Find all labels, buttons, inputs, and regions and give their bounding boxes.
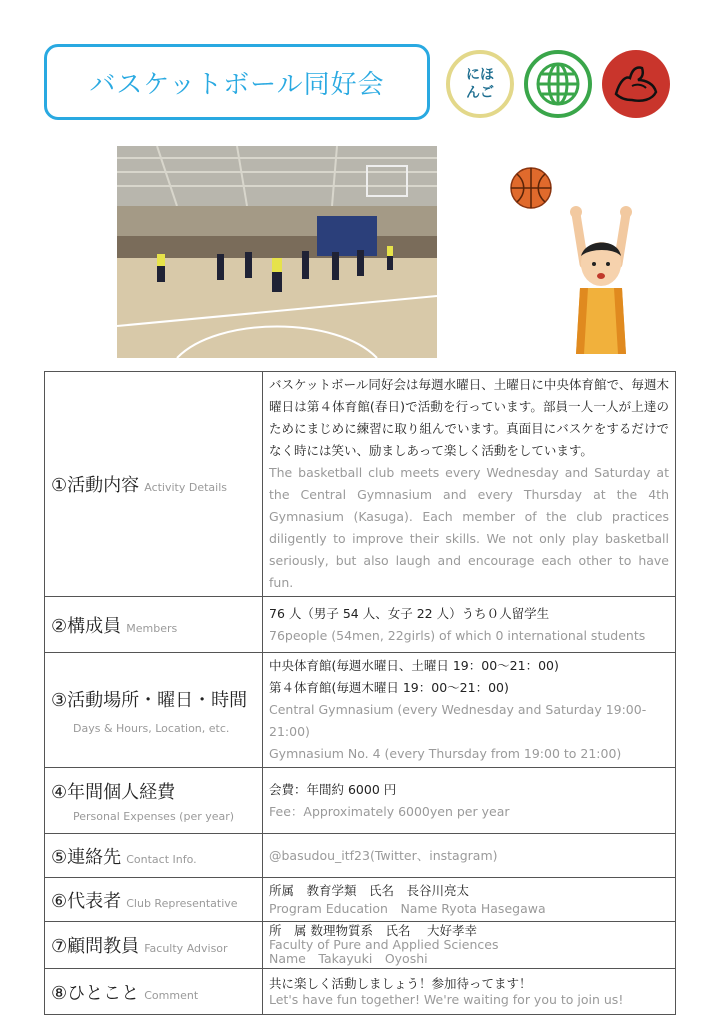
row-label xyxy=(45,597,263,653)
row-value xyxy=(263,768,676,834)
muscle-badge xyxy=(602,50,670,118)
row-value xyxy=(263,878,676,922)
label-en: Contact Info. xyxy=(126,852,197,866)
basketball-icon xyxy=(511,168,551,208)
label-jp: ④年間個人経費 xyxy=(51,782,176,803)
label-en: Club Representative xyxy=(126,896,238,910)
value-en-1: Faculty of Pure and Applied Sciences xyxy=(269,937,499,952)
japanese-badge xyxy=(446,50,514,118)
label-en: Faculty Advisor xyxy=(144,942,228,955)
value-jp: バスケットボール同好会は毎週水曜日、土曜日に中央体育館で、毎週木曜日は第４体育館(春日)で活動を行っています。部員一人一人が上達のためにまじめに練習に取り組んでいます。真面目にバスケをするだけでなく時には笑い、励ましあって楽しく活動をしています。 xyxy=(269,377,669,458)
table-row xyxy=(45,597,676,653)
table-row xyxy=(45,969,676,1015)
info-table xyxy=(44,371,676,1015)
label-en: Members xyxy=(126,621,178,635)
gym-photo xyxy=(117,146,437,358)
row-value xyxy=(263,597,676,653)
value-en: Let's have fun together! We're waiting for you to join us! xyxy=(269,991,624,1007)
row-value xyxy=(263,653,676,768)
row-value xyxy=(263,834,676,878)
label-jp: ①活動内容 xyxy=(51,475,140,496)
label-jp: ⑦顧問教員 xyxy=(51,936,140,957)
value-en-2: Name Takayuki Oyoshi xyxy=(269,951,428,966)
label-en: Days & Hours, Location, etc. xyxy=(73,721,230,735)
globe-icon xyxy=(528,54,588,114)
value-jp: 共に楽しく活動しましょう！参加待ってます！ xyxy=(269,975,532,991)
row-label xyxy=(45,372,263,597)
table-row xyxy=(45,878,676,922)
basketball-player-illustration xyxy=(506,164,666,360)
table-row xyxy=(45,834,676,878)
value-jp: 所属 教育学類 氏名 長谷川亮太 xyxy=(269,882,470,898)
value-jp-1: 中央体育館(毎週水曜日、土曜日 19：00～21：00) xyxy=(269,658,559,673)
label-en: Activity Details xyxy=(144,481,228,494)
label-jp: ⑧ひとこと xyxy=(51,982,140,1004)
row-label xyxy=(45,653,263,768)
table-row xyxy=(45,768,676,834)
label-en: Comment xyxy=(144,988,199,1002)
value-jp: 76 人（男子 54 人、女子 22 人）うち０人留学生 xyxy=(269,605,550,621)
globe-badge xyxy=(524,50,592,118)
row-label xyxy=(45,878,263,922)
row-label xyxy=(45,922,263,969)
value-en-2: Gymnasium No. 4 (every Thursday from 19:00 to 21:00) xyxy=(269,746,622,761)
value-en: Program Education Name Ryota Hasegawa xyxy=(269,900,546,916)
row-label xyxy=(45,969,263,1015)
table-row xyxy=(45,372,676,597)
row-value xyxy=(263,372,676,597)
row-value xyxy=(263,969,676,1015)
page-title: バスケットボール同好会 xyxy=(89,69,385,100)
value-en-1: Central Gymnasium (every Wednesday and Saturday 19:00-21:00) xyxy=(269,702,647,739)
title-box xyxy=(44,44,430,120)
row-label xyxy=(45,768,263,834)
value-en: 76people (54men, 22girls) of which 0 international students xyxy=(269,627,646,643)
japanese-badge-label: にほんご xyxy=(466,67,494,101)
table-row xyxy=(45,922,676,969)
value-jp: 所 属 数理物質系 氏名 大好孝幸 xyxy=(269,923,477,938)
value-en: Fee：Approximately 6000yen per year xyxy=(269,803,510,819)
label-en: Personal Expenses (per year) xyxy=(73,810,235,823)
label-jp: ②構成員 xyxy=(51,615,122,637)
row-value xyxy=(263,922,676,969)
value-jp: 会費：年間約 6000 円 xyxy=(269,781,397,797)
label-jp: ③活動場所・曜日・時間 xyxy=(51,689,248,711)
table-row xyxy=(45,653,676,768)
contact-handle: @basudou_itf23(Twitter、instagram) xyxy=(269,847,498,863)
label-jp: ⑤連絡先 xyxy=(51,846,122,868)
row-label xyxy=(45,834,263,878)
value-jp-2: 第４体育館(毎週木曜日 19：00～21：00) xyxy=(269,680,509,695)
label-jp: ⑥代表者 xyxy=(51,890,122,912)
flexed-arm-icon xyxy=(602,50,670,118)
value-en: The basketball club meets every Wednesday and Saturday at the Central Gymnasium and every Thursday at the 4th Gymnasium (Kasuga). Each member of the club practices diligently to improve their skills. We not only play basketball seriously, but also laugh and encourage each other to have fun. xyxy=(269,465,669,590)
